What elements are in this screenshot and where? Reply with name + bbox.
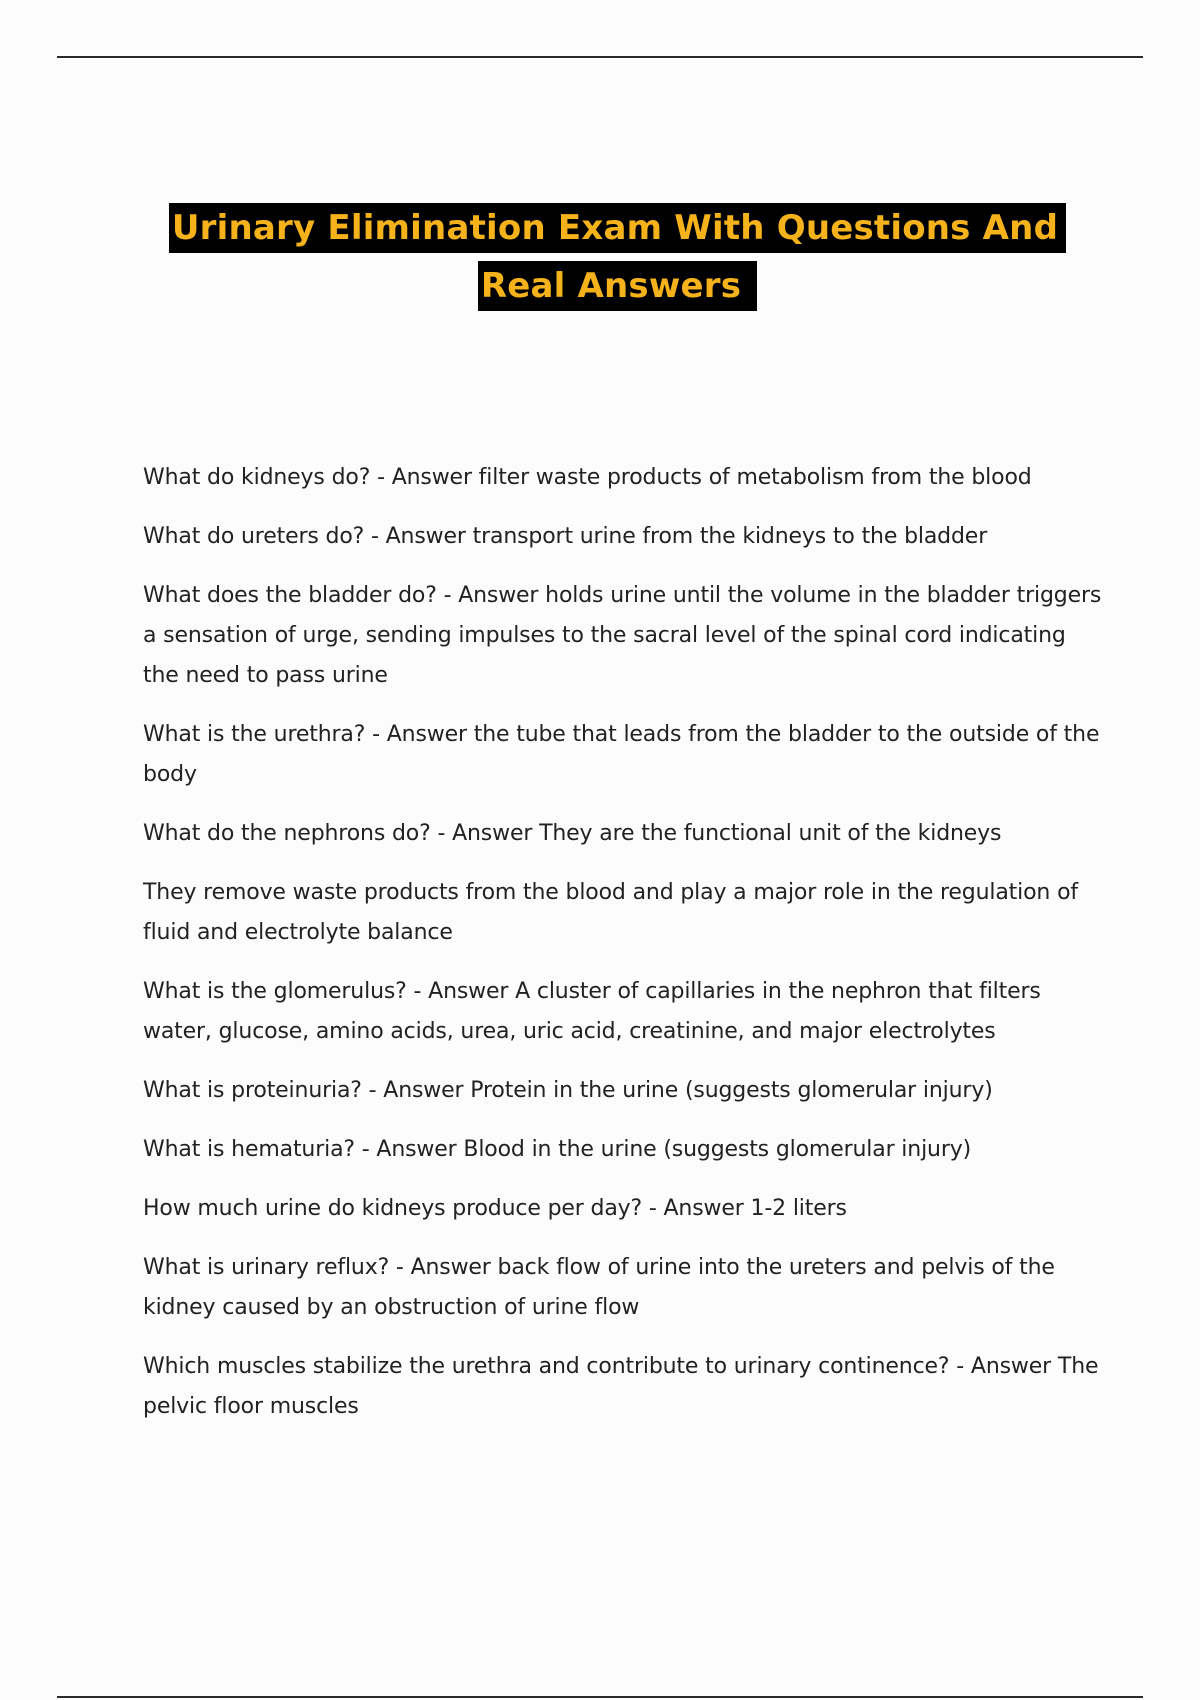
qa-item-glomerulus: What is the glomerulus? - Answer A cluster of capillaries in the nephron that filters water, glucose, amino acids, urea, uric acid, creatinine, and major electrolytes: [143, 979, 1041, 1044]
qa-item-urinary-reflux: What is urinary reflux? - Answer back flow of urine into the ureters and pelvis of the kidney caused by an obstruction of urine flow: [143, 1255, 1055, 1320]
qa-item-hematuria: What is hematuria? - Answer Blood in the urine (suggests glomerular injury): [143, 1137, 972, 1162]
title-line-2: Real Answers: [478, 261, 757, 311]
qa-item-urine-volume: How much urine do kidneys produce per day? - Answer 1-2 liters: [143, 1196, 847, 1221]
qa-item-bladder: What does the bladder do? - Answer holds urine until the volume in the bladder triggers a sensation of urge, sending impulses to the sacral level of the spinal cord indicating the need to pass urine: [143, 583, 1102, 688]
qa-item-ureters: What do ureters do? - Answer transport urine from the kidneys to the bladder: [143, 524, 988, 549]
qa-item-nephrons: What do the nephrons do? - Answer They are the functional unit of the kidneys: [143, 821, 1002, 846]
qa-item-pelvic-floor: Which muscles stabilize the urethra and contribute to urinary continence? - Answer The pelvic floor muscles: [143, 1354, 1099, 1419]
qa-item-proteinuria: What is proteinuria? - Answer Protein in the urine (suggests glomerular injury): [143, 1078, 993, 1103]
qa-item-kidneys: What do kidneys do? - Answer filter waste products of metabolism from the blood: [143, 465, 1032, 490]
qa-list: [143, 458, 1103, 1446]
document-title: [150, 203, 1085, 311]
qa-item-urethra: What is the urethra? - Answer the tube that leads from the bladder to the outside of the body: [143, 722, 1100, 787]
title-line-1: Urinary Elimination Exam With Questions And: [169, 203, 1066, 253]
qa-item-nephrons-detail: They remove waste products from the blood and play a major role in the regulation of fluid and electrolyte balance: [143, 880, 1078, 945]
bottom-rule: [57, 1696, 1143, 1698]
top-rule: [57, 56, 1143, 58]
